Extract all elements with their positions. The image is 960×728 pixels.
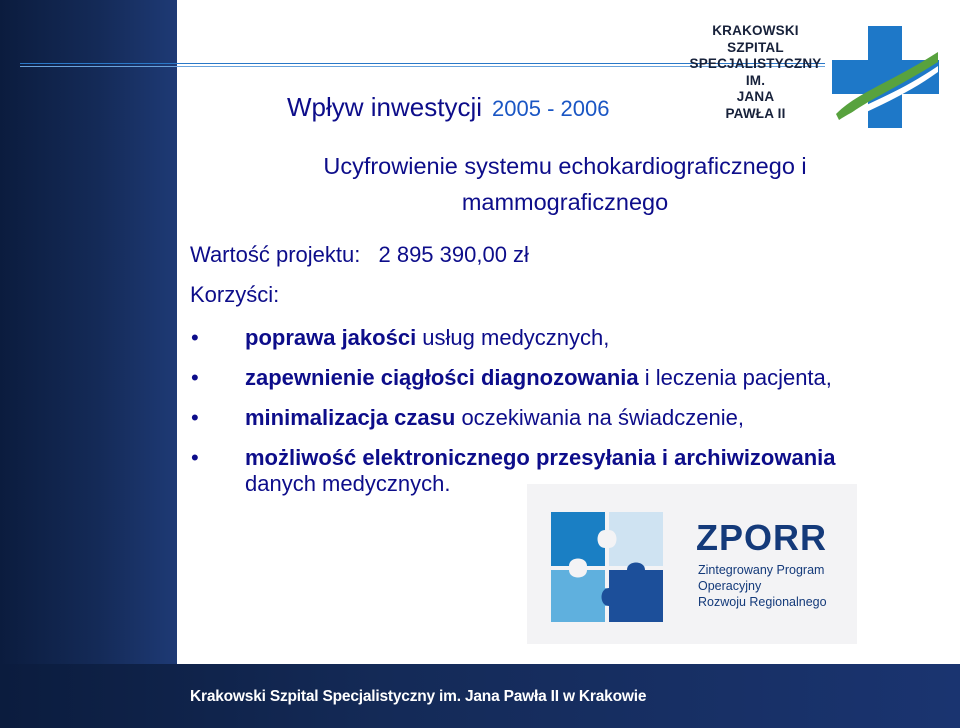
- benefits-label: Korzyści:: [190, 282, 280, 307]
- benefit-continuation: danych medycznych.: [245, 471, 451, 496]
- slide-subtitle: Ucyfrowienie systemu echokardiograficznego i mammograficznego: [323, 153, 807, 215]
- left-decorative-bar: [0, 0, 177, 728]
- zporr-subtitle-line: Zintegrowany Program: [698, 563, 825, 577]
- hospital-line: SZPITAL: [727, 39, 784, 55]
- benefit-rest: usług medycznych,: [416, 325, 610, 350]
- title-years: 2005 - 2006: [492, 96, 610, 121]
- puzzle-icon: [547, 506, 677, 626]
- hospital-line: JANA: [736, 89, 775, 104]
- bullet-icon: •: [191, 365, 199, 390]
- bullet-icon: •: [191, 325, 199, 350]
- zporr-subtitle: [698, 562, 858, 610]
- list-item: [180, 398, 960, 438]
- project-value-row: [190, 242, 529, 268]
- footer-text: Krakowski Szpital Specjalistyczny im. Jana Pawła II w Krakowie: [190, 688, 647, 705]
- zporr-name: ZPORR: [696, 517, 827, 558]
- benefit-rest: oczekiwania na świadczenie,: [455, 405, 744, 430]
- hospital-line: SPECJALISTYCZNY: [689, 56, 822, 71]
- hospital-cross-logo-icon: [828, 22, 943, 132]
- hospital-line: KRAKOWSKI: [712, 23, 799, 38]
- project-value: 2 895 390,00 zł: [378, 242, 529, 267]
- bullet-icon: •: [191, 445, 199, 470]
- zporr-subtitle-line: Rozwoju Regionalnego: [698, 595, 827, 609]
- zporr-subtitle-line: Operacyjny: [698, 579, 762, 593]
- bullet-icon: •: [191, 405, 199, 430]
- hospital-logo-text: [688, 23, 823, 122]
- benefit-bold: zapewnienie ciągłości diagnozowania: [245, 365, 639, 390]
- benefit-bold: poprawa jakości: [245, 325, 417, 350]
- zporr-logo: [527, 484, 857, 644]
- benefit-bold: minimalizacja czasu: [245, 405, 456, 430]
- list-item: [180, 358, 960, 398]
- benefits-list: [180, 318, 960, 494]
- list-item: [180, 318, 960, 358]
- slide-title: [287, 92, 609, 123]
- hospital-line: PAWŁA II: [725, 105, 786, 121]
- title-text: Wpływ inwestycji: [287, 92, 483, 122]
- project-value-label: Wartość projektu:: [190, 242, 361, 267]
- hospital-line: IM.: [745, 72, 766, 88]
- benefit-rest: i leczenia pacjenta,: [638, 365, 832, 390]
- benefit-bold: możliwość elektronicznego przesyłania i archiwizowania: [245, 445, 836, 470]
